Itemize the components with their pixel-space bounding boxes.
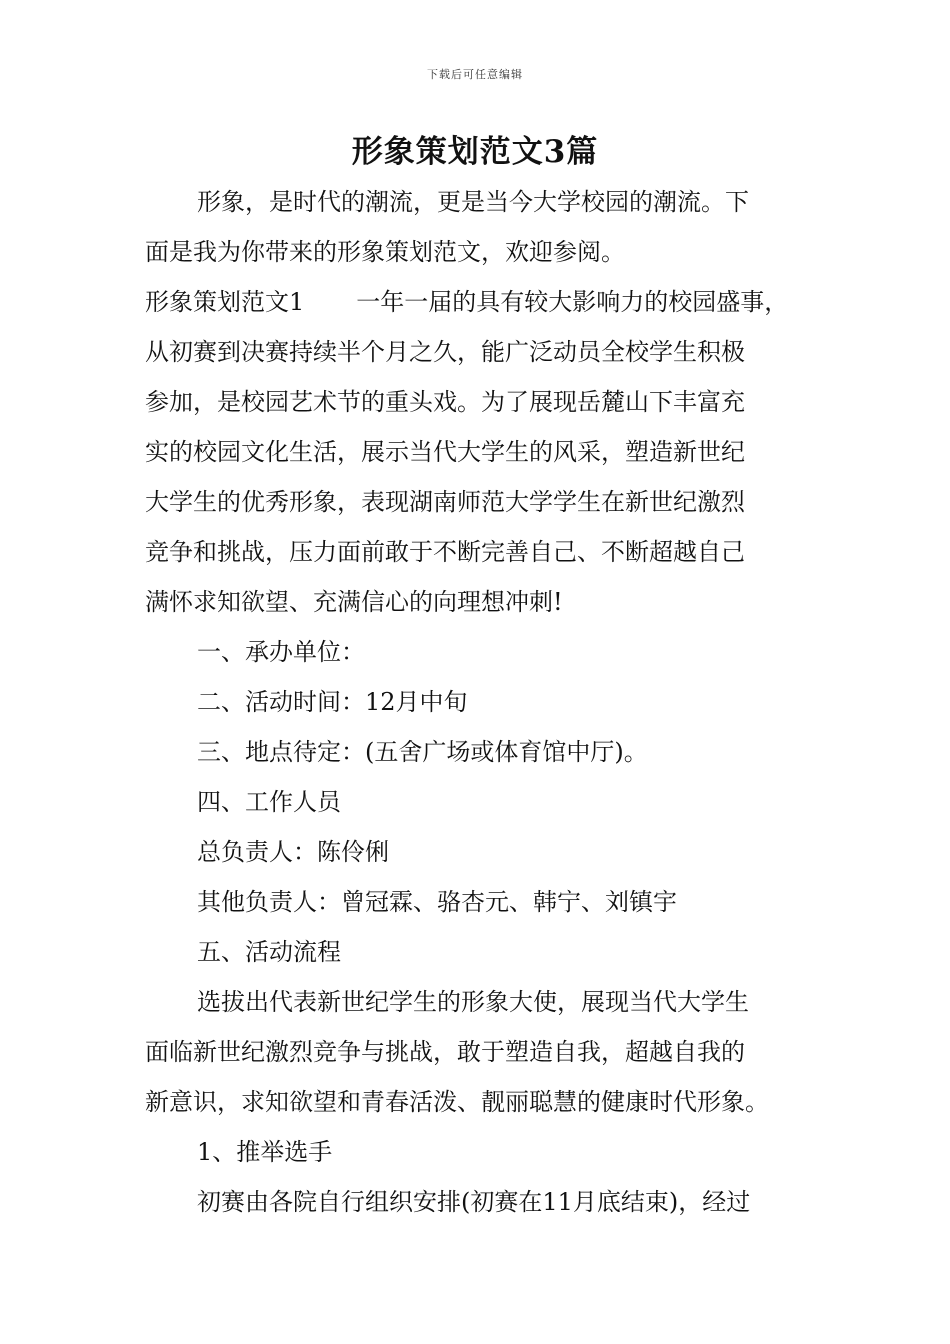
section-label: 形象策划范文1 [145,288,305,316]
paragraph-line: 新意识，求知欲望和青春活泼、靓丽聪慧的健康时代形象。 [145,1088,769,1116]
paragraph-line: 实的校园文化生活，展示当代大学生的风采，塑造新世纪 [145,438,745,466]
list-item: 1、推举选手 [197,1138,333,1166]
paragraph-line-text: 一年一届的具有较大影响力的校园盛事， [356,288,789,316]
document-body [145,177,815,1227]
paragraph-line: 竞争和挑战，压力面前敢于不断完善自己、不断超越自己 [145,538,745,566]
paragraph-line: 参加，是校园艺术节的重头戏。为了展现岳麓山下丰富充 [145,388,745,416]
list-item: 总负责人：陈伶俐 [197,838,389,866]
paragraph-line: 面临新世纪激烈竞争与挑战，敢于塑造自我，超越自我的 [145,1038,745,1066]
document-title: 形象策划范文3篇 [351,134,599,170]
list-item: 五、活动流程 [197,938,341,966]
paragraph-line [145,277,815,327]
paragraph-line: 初赛由各院自行组织安排(初赛在11月底结束)，经过 [197,1188,751,1216]
paragraph-line: 面是我为你带来的形象策划范文，欢迎参阅。 [145,238,625,266]
list-item: 一、承办单位： [197,638,365,666]
list-item: 三、地点待定：(五舍广场或体育馆中厅)。 [197,738,648,766]
paragraph-line: 形象，是时代的潮流，更是当今大学校园的潮流。下 [197,188,749,216]
list-item: 四、工作人员 [197,788,341,816]
paragraph-line: 从初赛到决赛持续半个月之久，能广泛动员全校学生积极 [145,338,745,366]
paragraph-line: 选拔出代表新世纪学生的形象大使，展现当代大学生 [197,988,749,1016]
paragraph-line: 满怀求知欲望、充满信心的向理想冲刺! [145,588,563,616]
header-note: 下载后可任意编辑 [427,68,523,81]
paragraph-line: 大学生的优秀形象，表现湖南师范大学学生在新世纪激烈 [145,488,745,516]
list-item: 二、活动时间：12月中旬 [197,688,468,716]
list-item: 其他负责人：曾冠霖、骆杏元、韩宁、刘镇宇 [197,888,677,916]
